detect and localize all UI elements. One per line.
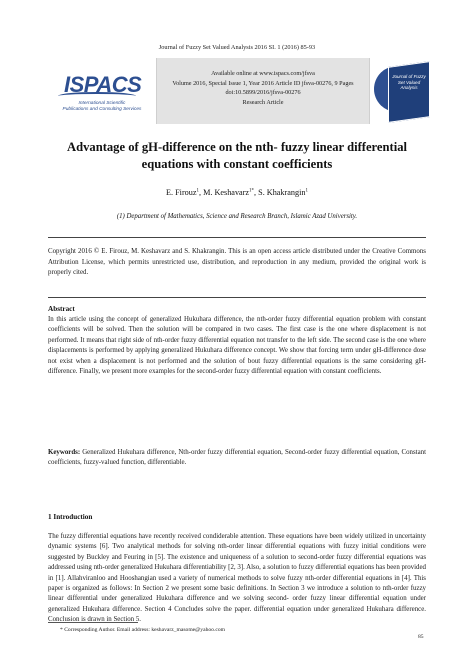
ispacs-logo xyxy=(50,64,154,116)
journal-logo xyxy=(372,60,428,122)
doi-line: doi:10.5899/2016/jfsva-00276 xyxy=(225,89,301,96)
introduction-body: The fuzzy differential equations have recently received condiderable attention. These equations have been widely utilized in uncertainty dynamic systems [6]. Two analytical methods for solving nth-order linear differential equations with fuzzy initial conditions were suggested by Buckley and Feuring in [5]. The existence and uniqueness of a solution to second-order fuzzy differential equations was addressed using nth-order generalized Hukuhara differentiability [2, 3]. Also, a solution to fuzzy differential equations has been provided in [1]. Allahviranloo and Hooshangian used a variety of numerical methods to solve fuzzy nth-order differential equations in [4]. This paper is organized as follows: In Section 2 we present some basic definitions. In Section 3 we introduce a solution to nth-order fuzzy linear differential under generalized Hukuhara difference and we solving second- order fuzzy linear differential equation under generalized Hukuhara difference. Section 4 Concludes solve the paper. differential equation under generalized Hukuhara difference. Conclusion is drawn in Section 5. xyxy=(48,533,426,624)
affiliation: (1) Department of Mathematics, Science and Research Branch, Islamic Azad University. xyxy=(116,213,358,220)
available-online: Available online at www.ispacs.com/jfsva xyxy=(211,70,315,77)
journal-citation: Journal of Fuzzy Set Valued Analysis 2016 SI. 1 (2016) 85-93 xyxy=(158,44,316,51)
ispacs-subtitle-1: International Scientific xyxy=(78,101,126,106)
introduction-heading: 1 Introduction xyxy=(48,513,93,521)
ispacs-subtitle-2: Publications and Consulting Services xyxy=(62,107,142,112)
journal-logo-text: Journal of Fuzzy Set Valued Analysis xyxy=(392,74,426,90)
author-name: M. Keshavarz xyxy=(203,188,250,197)
article-info-box xyxy=(156,58,370,124)
journal-header xyxy=(48,58,426,124)
keywords-body: Generalized Hukuhara difference, Nth-order fuzzy differential equation, Second-order fuzzy differential equation, Constant coefficients, fuzzy-valued function, differentiable. xyxy=(48,449,426,467)
abstract-heading: Abstract xyxy=(48,305,75,313)
author-list: E. Firouz$^1$, M. Keshavarz$^{1*}$, S. Khakrangin$^1$ xyxy=(166,188,308,197)
abstract-body: In this article using the concept of generalized Hukuhara difference, the nth-order fuzzy differential equation problem with constant coefficients will be solved. Then the solution will be compared in two cases. The first case is the one where displacement is not performed. It means that right side of nth-order fuzzy differential equation not transfer to the left side. The second case is the one where displacements is performed by applying generalized Hukuhara difference concept. We show that forcing term under gH-difference dose not exist when a displacement is not performed and the solution of bout fuzzy differential equations is the same considering gH- difference. Finally, we present more examples for the second-order fuzzy differential equation with constant coefficients. xyxy=(48,316,426,376)
author-sup: 1 xyxy=(196,188,200,194)
paper-title: Advantage of gH-difference on the nth- fuzzy linear differential equations with constant coefficients xyxy=(67,140,407,171)
keywords-label: Keywords: xyxy=(48,449,81,456)
author-sup: 1 xyxy=(305,188,308,194)
page-number: 85 xyxy=(418,634,424,640)
divider xyxy=(48,237,426,238)
ispacs-swoosh-icon xyxy=(58,92,136,100)
keywords xyxy=(48,448,426,469)
copyright-notice: Copyright 2016 © E. Firouz, M. Keshavarz and S. Khakrangin. This is an open access article distributed under the Creative Commons Attribution License, which permits unrestricted use, distribution, and reproduction in any medium, provided the original work is properly cited. xyxy=(48,248,426,276)
article-type: Research Article xyxy=(242,99,284,106)
corresponding-author-footnote: * Corresponding Author. Email address: keshavarz_masome@yahoo.com xyxy=(60,627,226,633)
footnote-divider xyxy=(48,622,138,623)
volume-line: Volume 2016, Special Issue 1, Year 2016 Article ID jfsva-00276, 9 Pages xyxy=(172,80,354,87)
author-name: E. Firouz xyxy=(166,188,197,197)
author-name: S. Khakrangin xyxy=(258,188,306,197)
author-sup: 1* xyxy=(249,188,255,194)
divider xyxy=(48,297,426,298)
journal-cover-icon xyxy=(388,61,430,123)
ispacs-logo-text: ISPACS xyxy=(64,72,142,97)
